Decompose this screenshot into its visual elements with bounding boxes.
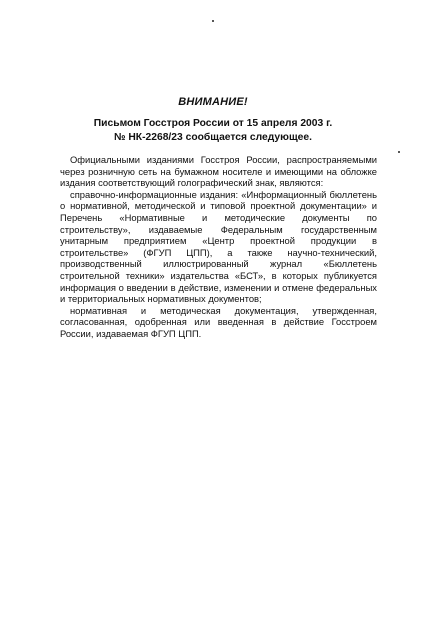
paragraph-intro: Официальными изданиями Госстроя России, распространяемыми через розничную сеть на бумажном носителе и имеющими на обложке издания соответствующий голографический знак, являются: bbox=[60, 154, 377, 189]
paragraph-reference-publications: справочно-информационные издания: «Информационный бюллетень о нормативной, методической и типовой проектной документации» и Перечень «Нормативные и методические документы по строительству», издаваемые Федеральным государственным унитарным предприятием «Центр проектной продукции в строительстве» (ФГУП ЦПП), а также научно-технический, производственный иллюстрированный журнал «Бюллетень строительной техники» издательства «БСТ», в которых публикуется информация о введении в действие, изменении и отмене федеральных и территориальных нормативных документов; bbox=[60, 188, 377, 305]
notice-title: ВНИМАНИЕ! bbox=[178, 96, 248, 108]
scan-speck bbox=[398, 151, 400, 153]
subtitle-line-2: № НК-2268/23 сообщается следующее. bbox=[114, 132, 312, 143]
scan-speck bbox=[212, 20, 214, 22]
paragraph-normative-documentation: нормативная и методическая документация, утвержденная, согласованная, одобренная или введенная в действие Госстроем России, издаваемая ФГУП ЦПП. bbox=[60, 304, 377, 339]
subtitle-line-1: Письмом Госстроя России от 15 апреля 2003 г. bbox=[93, 118, 333, 129]
notice-body bbox=[60, 154, 377, 340]
notice-subtitle bbox=[40, 117, 386, 145]
